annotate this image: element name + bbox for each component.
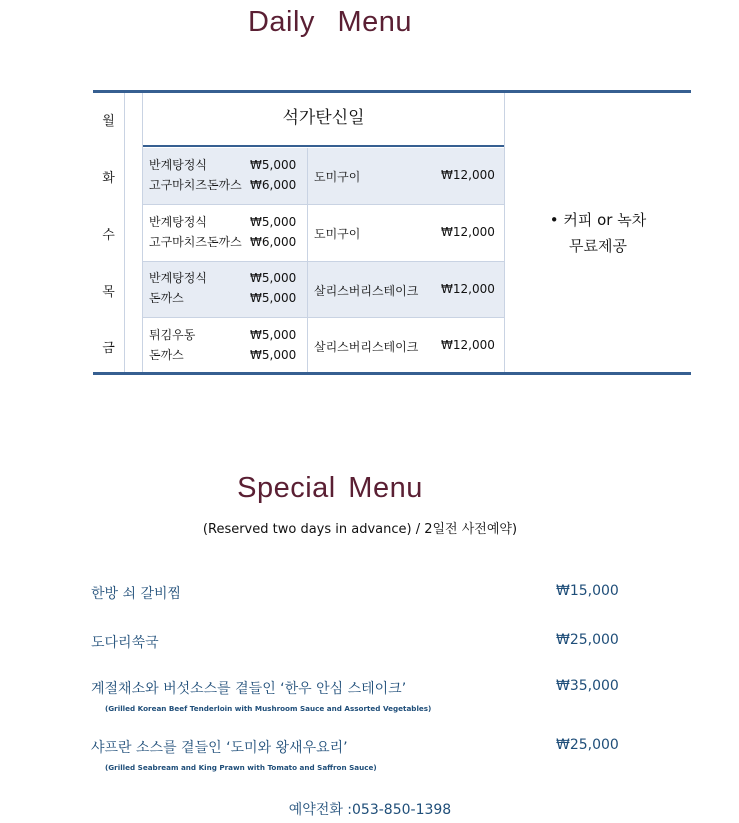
menu-item	[149, 232, 299, 252]
menu-item-name: 돈까스	[149, 348, 184, 362]
holiday-underline	[143, 145, 504, 147]
menu-item-price: ₩12,000	[441, 282, 495, 296]
menu-item-name: 도미구이	[314, 227, 361, 241]
column-divider	[124, 93, 125, 372]
menu-item-name: 튀김우동	[149, 328, 196, 342]
special-item-price: ₩15,000	[556, 583, 619, 599]
menu-item-price: ₩5,000	[250, 291, 297, 305]
special-item-price: ₩25,000	[556, 737, 619, 753]
note-line: 무료제공	[569, 237, 627, 255]
menu-cell-b	[314, 338, 496, 355]
special-item-name: 도다리쑥국	[91, 635, 159, 651]
menu-item	[149, 325, 299, 345]
special-item-english: (Grilled Korean Beef Tenderloin with Mushroom Sauce and Assorted Vegetables)	[105, 704, 432, 713]
menu-item-price: ₩6,000	[250, 235, 297, 249]
special-menu-title: Special Menu	[237, 472, 423, 504]
reservation-phone: 예약전화 :053-850-1398	[288, 802, 452, 818]
day-label-thu: 목	[102, 285, 115, 300]
day-label-wed: 수	[102, 228, 115, 243]
menu-item-price: ₩6,000	[250, 178, 297, 192]
menu-cell-a	[149, 325, 299, 365]
reservation-notice: (Reserved two days in advance) / 2일전 사전예약)	[202, 522, 518, 537]
menu-item-name: 살리스버리스테이크	[314, 340, 419, 354]
menu-cell-a	[149, 212, 299, 252]
menu-cell-b	[314, 282, 496, 299]
row-divider	[143, 317, 504, 318]
menu-item-price: ₩5,000	[250, 158, 297, 172]
day-label-mon: 월	[102, 114, 115, 129]
column-divider	[307, 148, 308, 372]
menu-item-name: 반계탕정식	[149, 158, 207, 172]
row-divider	[143, 261, 504, 262]
special-item-price: ₩25,000	[556, 632, 619, 648]
special-item-english: (Grilled Seabream and King Prawn with Tomato and Saffron Sauce)	[105, 763, 377, 772]
menu-item	[149, 345, 299, 365]
menu-item-price: ₩5,000	[250, 271, 297, 285]
menu-item-name: 고구마치즈돈까스	[149, 178, 242, 192]
menu-cell-a	[149, 268, 299, 308]
menu-item-price: ₩12,000	[441, 168, 495, 182]
menu-item-name: 고구마치즈돈까스	[149, 235, 242, 249]
special-item-price: ₩35,000	[556, 678, 619, 694]
column-divider	[142, 93, 143, 372]
special-item-name: 한방 쇠 갈비찜	[91, 586, 182, 602]
menu-cell-a	[149, 155, 299, 195]
menu-item-name: 반계탕정식	[149, 215, 207, 229]
menu-item	[149, 155, 299, 175]
menu-item-price: ₩12,000	[441, 225, 495, 239]
menu-item-price: ₩5,000	[250, 328, 297, 342]
menu-item	[149, 288, 299, 308]
menu-item-name: 돈까스	[149, 291, 184, 305]
table-bottom-rule	[93, 372, 691, 375]
daily-menu-title: Daily Menu	[247, 6, 413, 38]
free-drink-note	[505, 207, 691, 259]
menu-item	[149, 175, 299, 195]
table-top-rule	[93, 90, 691, 93]
menu-item-name: 살리스버리스테이크	[314, 284, 419, 298]
special-item-name: 계절채소와 버섯소스를 곁들인 ‘한우 안심 스테이크’	[91, 681, 407, 697]
holiday-text: 석가탄신일	[282, 108, 365, 128]
menu-item-name: 도미구이	[314, 170, 361, 184]
note-line: • 커피 or 녹차	[549, 211, 647, 229]
day-label-tue: 화	[102, 171, 115, 186]
menu-item-price: ₩5,000	[250, 348, 297, 362]
menu-cell-b	[314, 225, 496, 242]
menu-item	[149, 212, 299, 232]
menu-item	[149, 268, 299, 288]
menu-item-price: ₩12,000	[441, 338, 495, 352]
menu-item-name: 반계탕정식	[149, 271, 207, 285]
row-divider	[143, 204, 504, 205]
menu-item-price: ₩5,000	[250, 215, 297, 229]
day-label-fri: 금	[102, 341, 115, 356]
special-item-name: 샤프란 소스를 곁들인 ‘도미와 왕새우요리’	[91, 740, 348, 756]
menu-cell-b	[314, 168, 496, 185]
